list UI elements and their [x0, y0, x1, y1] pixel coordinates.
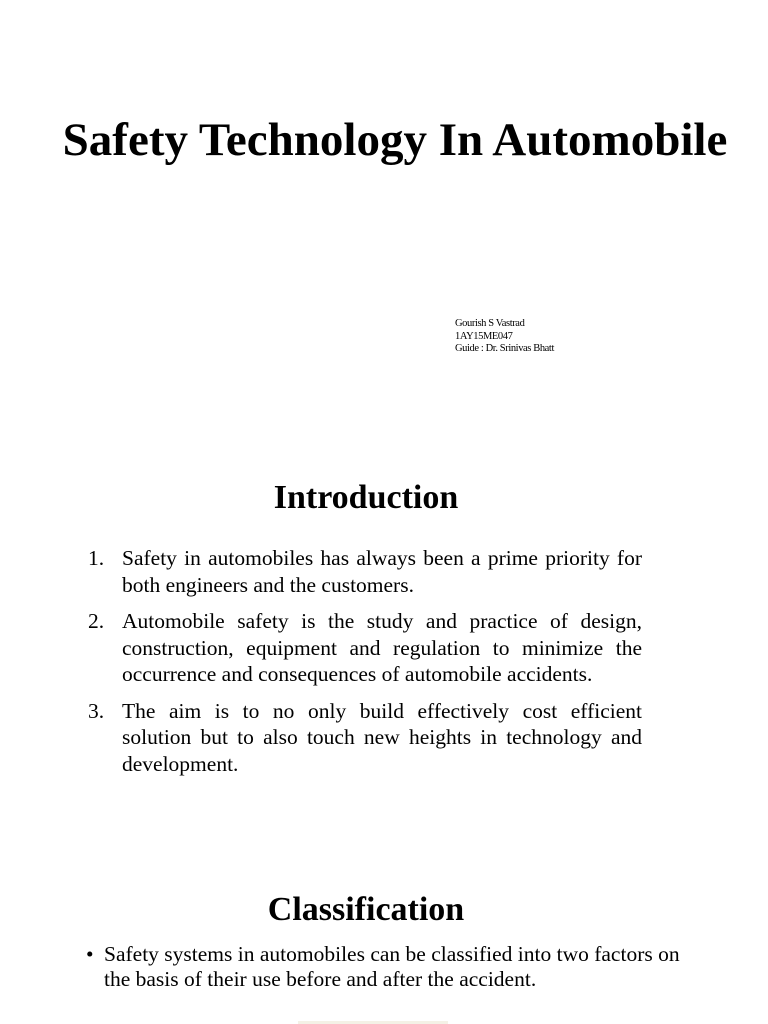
- introduction-list: [88, 545, 642, 787]
- list-item-text: Automobile safety is the study and practice of design, construction, equipment and regulation to minimize the occurrence and consequences of automobile accidents.: [122, 609, 642, 686]
- list-item: [88, 698, 642, 778]
- author-block: [455, 318, 554, 356]
- list-item-text: Safety systems in automobiles can be classified into two factors on the basis of their use before and after the accident.: [104, 942, 680, 991]
- presentation-title: Safety Technology In Automobile: [62, 114, 728, 166]
- classification-heading: Classification: [267, 891, 465, 928]
- list-item: [86, 942, 686, 992]
- introduction-slide: [0, 432, 768, 832]
- list-item: [88, 608, 642, 688]
- title-slide: [0, 0, 768, 432]
- list-item-text: Safety in automobiles has always been a prime priority for both engineers and the customers.: [122, 546, 642, 597]
- classification-slide: [0, 832, 768, 1024]
- list-item-number: 3.: [88, 698, 105, 723]
- author-name: Gourish S Vastrad: [455, 318, 525, 329]
- classification-list: [86, 942, 686, 992]
- author-guide: Guide : Dr. Srinivas Bhatt: [455, 343, 554, 354]
- introduction-heading: Introduction: [273, 479, 459, 516]
- list-item-text: The aim is to no only build effectively cost efficient solution but to also touch new heights in technology and development.: [122, 698, 642, 776]
- list-item-number: 2.: [88, 609, 105, 633]
- bullet-icon: •: [86, 942, 94, 966]
- list-item-number: 1.: [88, 546, 105, 570]
- author-usn: 1AY15ME047: [455, 330, 513, 342]
- list-item: [88, 545, 642, 598]
